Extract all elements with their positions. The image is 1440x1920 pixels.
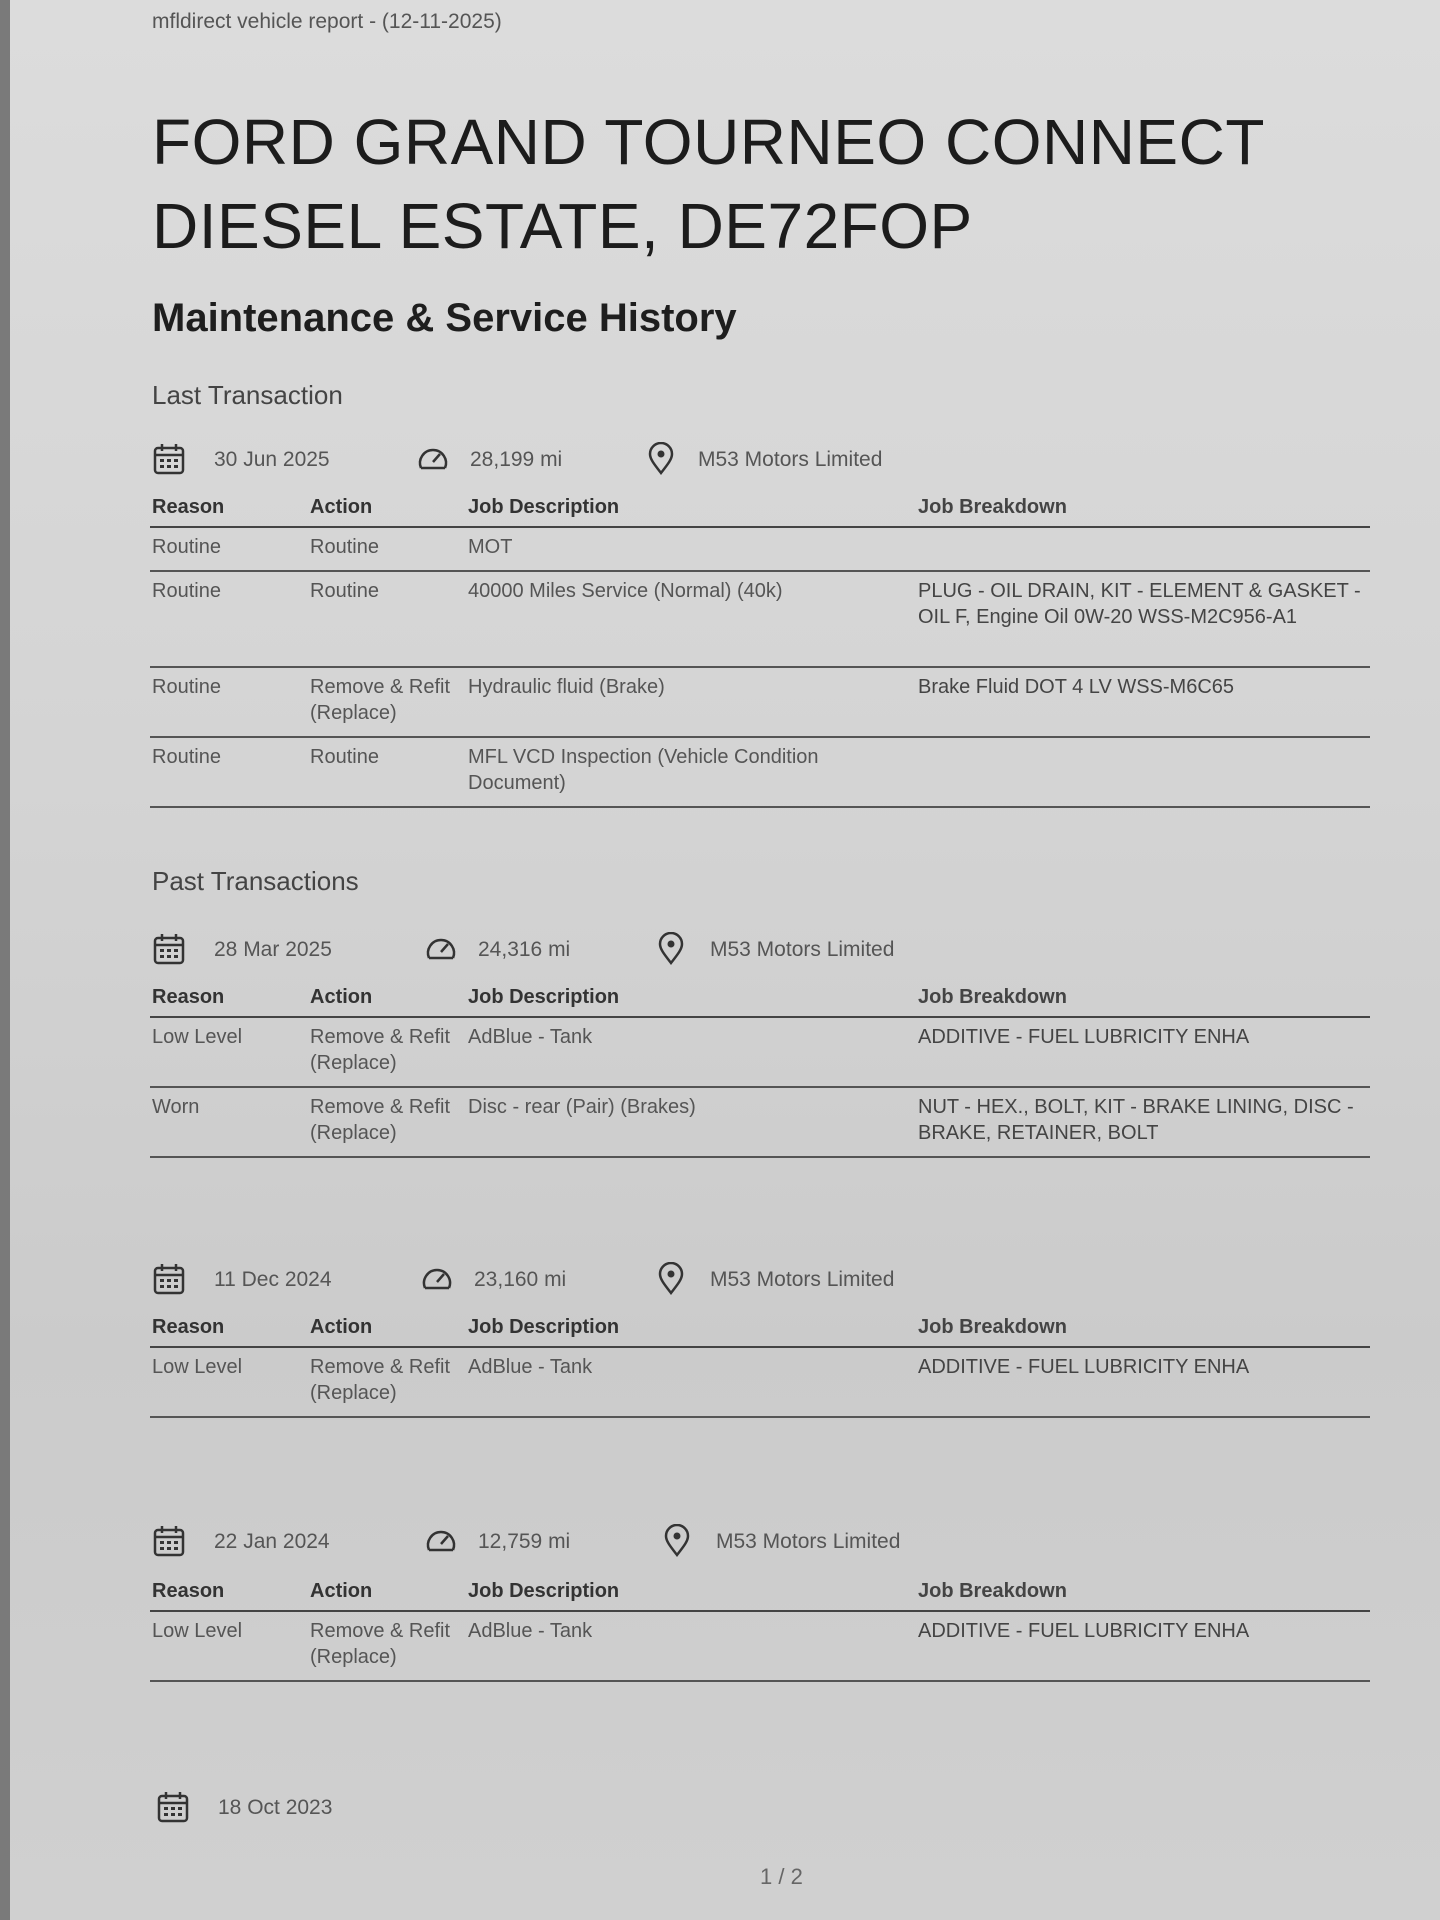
row-action: Routine [310, 580, 379, 602]
last-transaction-label: Last Transaction [152, 380, 343, 410]
vehicle-title-line1: FORD GRAND TOURNEO CONNECT [152, 106, 1265, 178]
column-job-breakdown: Job Breakdown [918, 496, 1067, 518]
column-job-description: Job Description [468, 986, 620, 1008]
column-job-description: Job Description [468, 1316, 620, 1338]
transaction-meta [152, 1262, 1352, 1302]
transaction-mileage: 12,759 mi [478, 1530, 571, 1553]
calendar-icon [156, 1790, 190, 1824]
location-pin-icon [660, 1524, 694, 1558]
odometer-icon [420, 1262, 454, 1296]
row-action: Remove & Refit (Replace) [310, 1620, 451, 1668]
transaction-table [150, 1310, 1370, 1418]
row-description: MOT [468, 536, 513, 558]
odometer-icon [424, 932, 458, 966]
transaction-meta [152, 1790, 1352, 1830]
report-header: mfldirect vehicle report - (12-11-2025) [152, 10, 502, 33]
location-pin-icon [654, 1262, 688, 1296]
row-breakdown: NUT - HEX., BOLT, KIT - BRAKE LINING, DISC - BRAKE, RETAINER, BOLT [918, 1096, 1354, 1144]
row-description: Disc - rear (Pair) (Brakes) [468, 1096, 696, 1118]
row-breakdown: ADDITIVE - FUEL LUBRICITY ENHA [918, 1620, 1250, 1642]
table-header [150, 980, 1370, 1018]
row-breakdown: PLUG - OIL DRAIN, KIT - ELEMENT & GASKET - OIL F, Engine Oil 0W-20 WSS-M2C956-A1 [918, 580, 1361, 628]
row-reason: Routine [152, 746, 221, 768]
transaction-garage: M53 Motors Limited [716, 1530, 901, 1553]
transaction-table [150, 980, 1370, 1158]
transaction-mileage: 23,160 mi [474, 1268, 567, 1291]
column-job-breakdown: Job Breakdown [918, 1580, 1067, 1602]
table-row [150, 1018, 1370, 1088]
transaction-date: 30 Jun 2025 [214, 448, 330, 471]
transaction-table [150, 1574, 1370, 1682]
column-job-breakdown: Job Breakdown [918, 986, 1067, 1008]
table-row [150, 1348, 1370, 1418]
section-title: Maintenance & Service History [152, 296, 737, 340]
row-reason: Low Level [152, 1620, 243, 1642]
row-description: 40000 Miles Service (Normal) (40k) [468, 580, 783, 602]
table-header [150, 1574, 1370, 1612]
table-row [150, 668, 1370, 738]
row-action: Remove & Refit (Replace) [310, 1026, 451, 1074]
page-indicator: 1 / 2 [760, 1864, 803, 1889]
transaction-mileage: 28,199 mi [470, 448, 563, 471]
row-description: AdBlue - Tank [468, 1620, 593, 1642]
column-job-description: Job Description [468, 1580, 620, 1602]
column-reason: Reason [152, 1316, 225, 1338]
transaction-meta [152, 442, 1352, 482]
calendar-icon [152, 1524, 186, 1558]
row-action: Remove & Refit (Replace) [310, 676, 451, 724]
column-job-breakdown: Job Breakdown [918, 1316, 1067, 1338]
past-transactions-label: Past Transactions [152, 866, 359, 896]
odometer-icon [424, 1524, 458, 1558]
row-reason: Worn [152, 1096, 200, 1118]
table-row [150, 738, 1370, 808]
calendar-icon [152, 442, 186, 476]
column-job-description: Job Description [468, 496, 620, 518]
row-reason: Routine [152, 536, 221, 558]
transaction-garage: M53 Motors Limited [698, 448, 883, 471]
transaction-date: 22 Jan 2024 [214, 1530, 330, 1553]
row-breakdown: ADDITIVE - FUEL LUBRICITY ENHA [918, 1356, 1250, 1378]
paper-edge [0, 0, 10, 1920]
location-pin-icon [644, 442, 678, 476]
vehicle-title [152, 100, 1402, 268]
location-pin-icon [654, 932, 688, 966]
transaction-garage: M53 Motors Limited [710, 938, 895, 961]
table-row [150, 1612, 1370, 1682]
column-action: Action [310, 1580, 373, 1602]
transaction-date: 18 Oct 2023 [218, 1796, 333, 1819]
table-row [150, 528, 1370, 572]
row-description: Hydraulic fluid (Brake) [468, 676, 665, 698]
odometer-icon [416, 442, 450, 476]
table-row [150, 572, 1370, 668]
column-action: Action [310, 496, 373, 518]
transaction-meta [152, 932, 1352, 972]
row-reason: Low Level [152, 1356, 243, 1378]
column-reason: Reason [152, 496, 225, 518]
vehicle-title-line2: DIESEL ESTATE, DE72FOP [152, 190, 973, 262]
transaction-meta [152, 1524, 1352, 1564]
row-action: Routine [310, 746, 379, 768]
row-description: MFL VCD Inspection (Vehicle Condition Document) [468, 746, 819, 794]
transaction-date: 11 Dec 2024 [214, 1268, 332, 1291]
calendar-icon [152, 932, 186, 966]
calendar-icon [152, 1262, 186, 1296]
transaction-date: 28 Mar 2025 [214, 938, 332, 961]
row-breakdown: ADDITIVE - FUEL LUBRICITY ENHA [918, 1026, 1250, 1048]
transaction-garage: M53 Motors Limited [710, 1268, 895, 1291]
transaction-table [150, 490, 1370, 808]
table-row [150, 1088, 1370, 1158]
column-reason: Reason [152, 986, 225, 1008]
row-description: AdBlue - Tank [468, 1026, 593, 1048]
column-action: Action [310, 986, 373, 1008]
row-action: Remove & Refit (Replace) [310, 1096, 451, 1144]
row-reason: Routine [152, 580, 221, 602]
table-header [150, 1310, 1370, 1348]
row-description: AdBlue - Tank [468, 1356, 593, 1378]
column-action: Action [310, 1316, 373, 1338]
row-action: Routine [310, 536, 379, 558]
transaction-mileage: 24,316 mi [478, 938, 571, 961]
column-reason: Reason [152, 1580, 225, 1602]
table-header [150, 490, 1370, 528]
row-reason: Routine [152, 676, 221, 698]
row-reason: Low Level [152, 1026, 243, 1048]
row-action: Remove & Refit (Replace) [310, 1356, 451, 1404]
row-breakdown: Brake Fluid DOT 4 LV WSS-M6C65 [918, 676, 1235, 698]
